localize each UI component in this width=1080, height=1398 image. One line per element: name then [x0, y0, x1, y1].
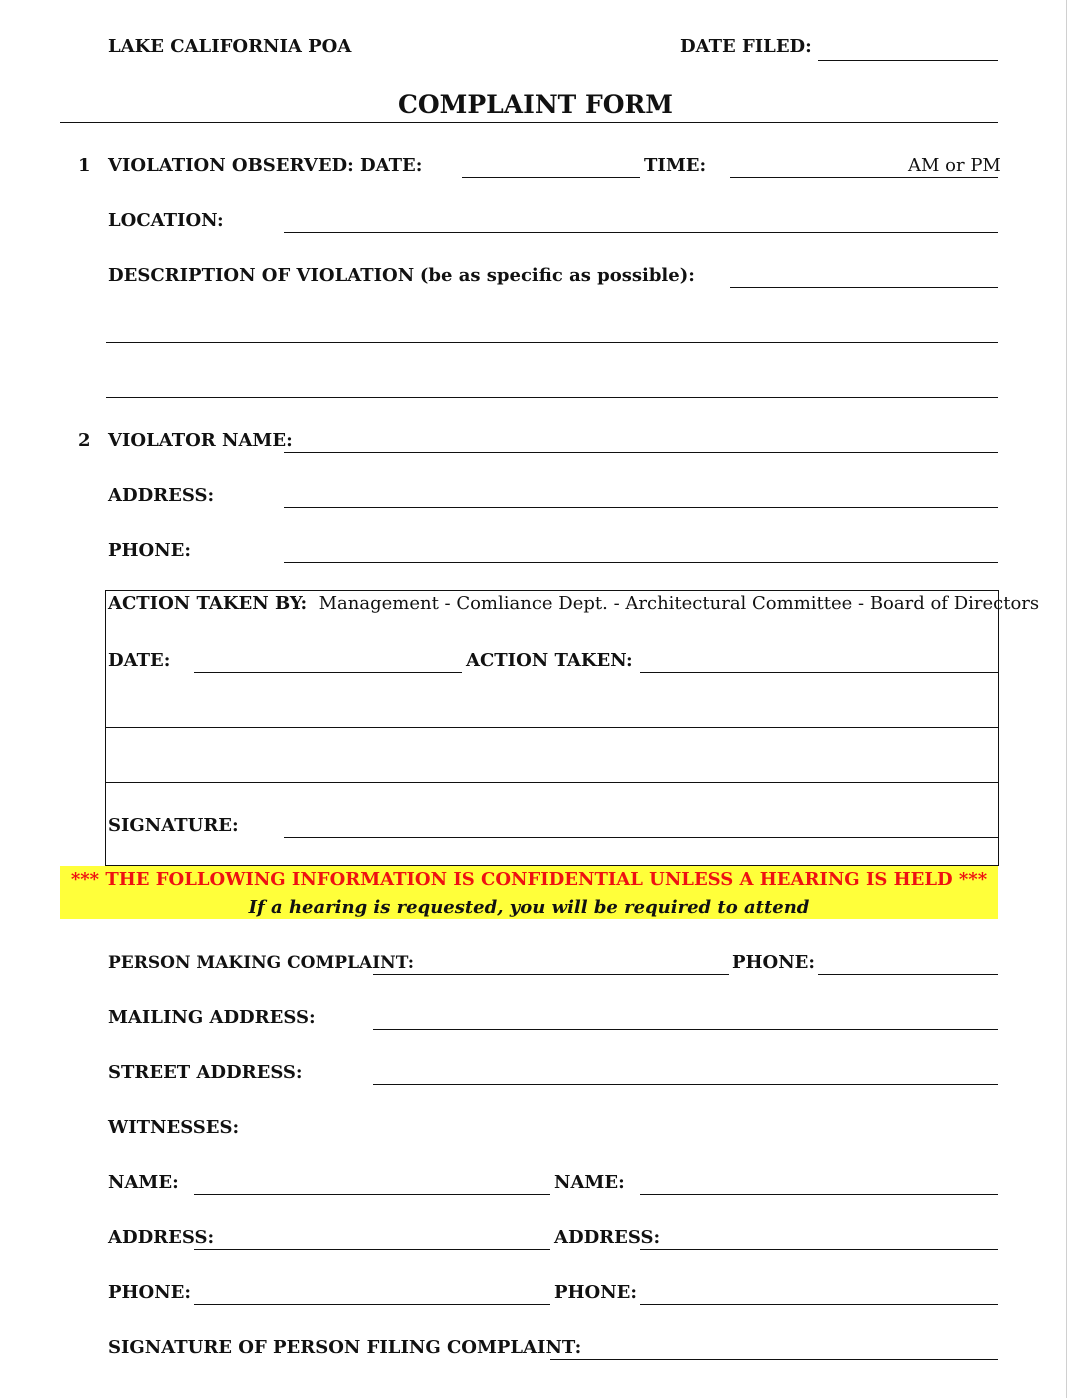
street-address-field[interactable]	[373, 1084, 998, 1085]
action-date-field[interactable]	[194, 672, 462, 673]
page-edge	[1066, 0, 1067, 1398]
violation-time-field[interactable]	[730, 177, 998, 178]
witness-2-address-label: ADDRESS:	[554, 1227, 661, 1248]
action-taken-line-2[interactable]	[105, 727, 999, 728]
complainant-phone-field[interactable]	[818, 974, 998, 975]
violation-time-label: TIME:	[644, 155, 707, 176]
witness-1-name-field[interactable]	[194, 1194, 550, 1195]
witness-1-address-field[interactable]	[194, 1249, 550, 1250]
action-taken-by-options: Management - Comliance Dept. - Architectural Committee - Board of Directors	[318, 593, 1040, 614]
action-taken-line-3[interactable]	[105, 782, 999, 783]
filing-signature-label: SIGNATURE OF PERSON FILING COMPLAINT:	[108, 1337, 582, 1358]
action-taken-box	[105, 590, 999, 866]
violator-phone-label: PHONE:	[108, 540, 192, 561]
description-field-line-1[interactable]	[730, 287, 998, 288]
violator-name-label: VIOLATOR NAME:	[108, 430, 293, 451]
description-label	[108, 265, 695, 287]
violator-name-field[interactable]	[284, 452, 998, 453]
location-label: LOCATION:	[108, 210, 224, 231]
witness-1-name-label: NAME:	[108, 1172, 179, 1193]
violator-address-label: ADDRESS:	[108, 485, 215, 506]
hearing-note: If a hearing is requested, you will be required to attend	[248, 897, 810, 918]
complainant-phone-label: PHONE:	[732, 952, 816, 973]
person-making-complaint-label: PERSON MAKING COMPLAINT:	[108, 953, 415, 973]
date-filed-field[interactable]	[818, 60, 998, 61]
action-taken-label: ACTION TAKEN:	[466, 650, 633, 671]
person-making-complaint-field[interactable]	[373, 974, 729, 975]
filing-signature-field[interactable]	[550, 1359, 998, 1360]
action-date-label: DATE:	[108, 650, 171, 671]
witness-2-name-label: NAME:	[554, 1172, 625, 1193]
description-field-line-3[interactable]	[106, 397, 998, 398]
action-signature-label: SIGNATURE:	[108, 815, 239, 836]
witnesses-label: WITNESSES:	[108, 1117, 240, 1138]
section-2-number: 2	[78, 430, 91, 451]
am-pm-text: AM or PM	[908, 155, 1001, 176]
witness-1-address-label: ADDRESS:	[108, 1227, 215, 1248]
violation-date-field[interactable]	[462, 177, 640, 178]
mailing-address-field[interactable]	[373, 1029, 998, 1030]
confidential-warning: *** THE FOLLOWING INFORMATION IS CONFIDENTIAL UNLESS A HEARING IS HELD ***	[70, 869, 988, 890]
violator-phone-field[interactable]	[284, 562, 998, 563]
organization-name: LAKE CALIFORNIA POA	[108, 36, 352, 57]
action-taken-field[interactable]	[640, 672, 998, 673]
street-address-label: STREET ADDRESS:	[108, 1062, 303, 1083]
witness-2-name-field[interactable]	[640, 1194, 998, 1195]
violation-date-label: VIOLATION OBSERVED: DATE:	[108, 155, 423, 176]
witness-2-phone-field[interactable]	[640, 1304, 998, 1305]
witness-1-phone-label: PHONE:	[108, 1282, 192, 1303]
section-1-number: 1	[78, 155, 91, 176]
location-field[interactable]	[284, 232, 998, 233]
mailing-address-label: MAILING ADDRESS:	[108, 1007, 316, 1028]
title-divider	[60, 122, 998, 123]
action-signature-field[interactable]	[284, 837, 998, 838]
date-filed-label: DATE FILED:	[680, 36, 812, 57]
form-title: COMPLAINT FORM	[398, 90, 673, 119]
description-hint: (be as specific as possible):	[419, 265, 695, 286]
witness-2-phone-label: PHONE:	[554, 1282, 638, 1303]
witness-2-address-field[interactable]	[640, 1249, 998, 1250]
action-taken-by-label: ACTION TAKEN BY:	[108, 593, 308, 614]
witness-1-phone-field[interactable]	[194, 1304, 550, 1305]
description-label-bold: DESCRIPTION OF VIOLATION	[108, 265, 415, 286]
description-field-line-2[interactable]	[106, 342, 998, 343]
action-taken-by	[108, 593, 1039, 615]
violator-address-field[interactable]	[284, 507, 998, 508]
